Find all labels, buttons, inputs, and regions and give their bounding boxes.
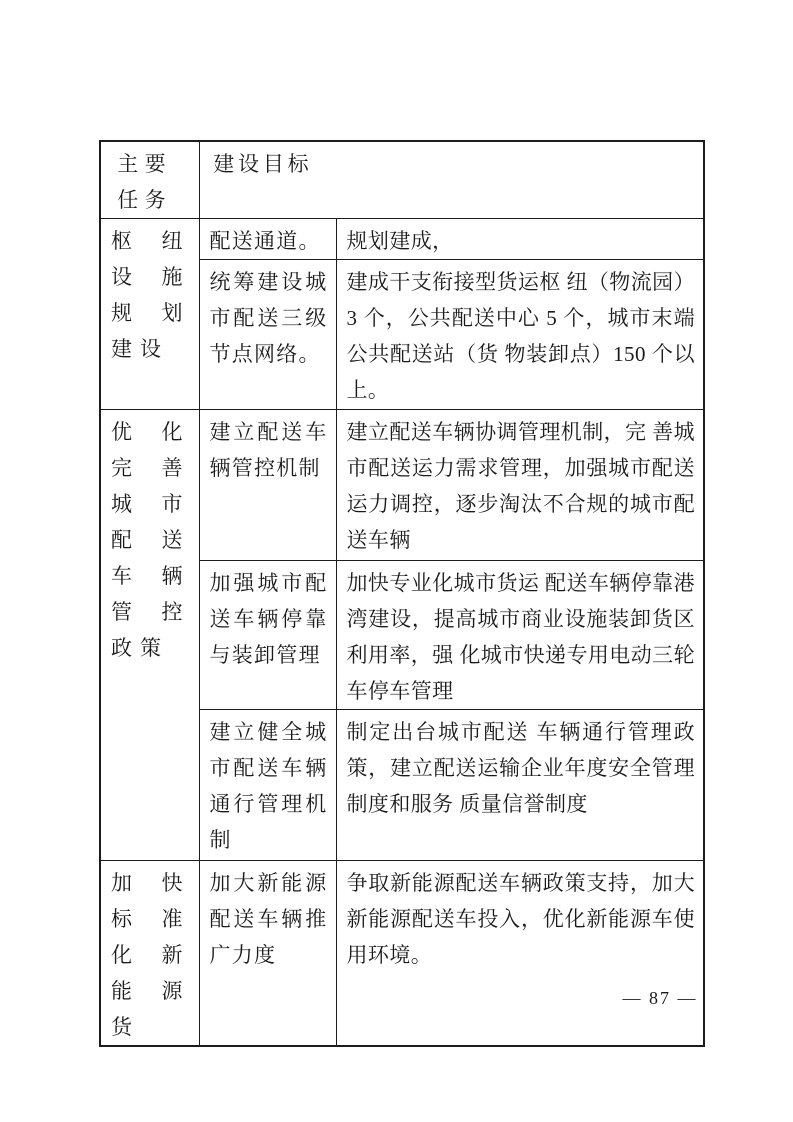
goal-cell-coordination-management: 建立配送车辆协调管理机制，完 善城市配送运力需求管理，加强城市配送运力调控，逐步淘汰不合规的城市配送车辆	[336, 410, 704, 561]
table-row	[100, 410, 704, 561]
header-main-tasks-line2: 任务	[117, 188, 172, 212]
header-construction-goals: 建设目标	[199, 141, 704, 219]
table-header-row	[100, 141, 704, 219]
task-cell-new-energy: 加快标准化新能源货	[100, 861, 199, 1047]
table-row	[100, 219, 704, 260]
measure-cell-three-level-network: 统筹建设城市配送三级节点网络。	[199, 260, 336, 410]
tasks-goals-table	[99, 140, 705, 1047]
goal-cell-passage-policy: 制定出台城市配送 车辆通行管理政策，建立配送运输企业年度安全管理制度和服务 质量信誉制度	[336, 710, 704, 861]
goal-cell-new-energy-support: 争取新能源配送车辆政策支持，加大新能源配送车投入，优化新能源车使用环境。	[336, 861, 704, 1047]
measure-cell-parking-loading: 加强城市配送车辆停靠与装卸管理	[199, 561, 336, 710]
header-main-tasks	[100, 141, 199, 219]
measure-cell-control-mechanism: 建立配送车辆管控机制	[199, 410, 336, 561]
task-cell-vehicle-policy: 优化完善城市配送车辆管控政策	[100, 410, 199, 861]
table-row	[100, 861, 704, 1047]
header-main-tasks-line1: 主要	[117, 152, 172, 176]
measure-cell-passage-management: 建立健全城市配送车辆通行管理机制	[199, 710, 336, 861]
task-cell-hub-planning: 枢纽设施规划建设	[100, 219, 199, 410]
goal-cell-hub-numbers: 建成干支衔接型货运枢 纽（物流园）3 个，公共配送中心 5 个，城市末端公共配送站（货 物装卸点）150 个以上。	[336, 260, 704, 410]
goal-cell-parking-bays: 加快专业化城市货运 配送车辆停靠港湾建设，提高城市商业设施装卸货区利用率，强 化城市快递专用电动三轮车停车管理	[336, 561, 704, 710]
goal-cell-plan-built: 规划建成，	[336, 219, 704, 260]
page-number: — 87 —	[622, 988, 698, 1008]
measure-cell-new-energy-promotion: 加大新能源配送车辆推广力度	[199, 861, 336, 1047]
measure-cell-delivery-channel: 配送通道。	[199, 219, 336, 260]
